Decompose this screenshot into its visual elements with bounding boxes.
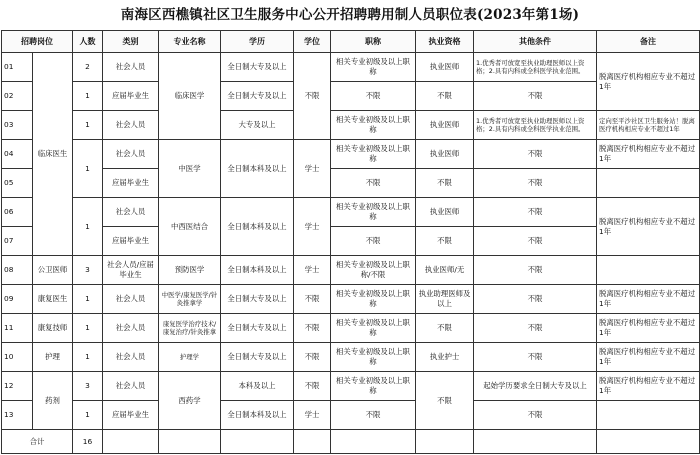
count-cell: 1: [73, 285, 103, 314]
row-number: 07: [2, 227, 33, 256]
title-cell: 不限: [331, 227, 416, 256]
row-number: 01: [2, 53, 33, 82]
qualification-cell: 执业医师/无: [416, 256, 474, 285]
major-cell: 西药学: [159, 372, 221, 430]
note-cell: 脱离医疗机构相应专业不超过1年: [597, 314, 700, 343]
total-label: 合计: [2, 430, 73, 454]
education-cell: 全日制大专及以上: [221, 285, 294, 314]
note-cell: [597, 401, 700, 430]
other-cell: 不限: [474, 140, 597, 169]
category-cell: 社会人员: [103, 314, 159, 343]
category-cell: 应届毕业生: [103, 82, 159, 111]
count-cell: 1: [73, 198, 103, 256]
row-number: 11: [2, 314, 33, 343]
table-row: [2, 82, 700, 111]
header-other: 其他条件: [474, 31, 597, 53]
title-cell: 相关专业初级及以上职称: [331, 372, 416, 401]
post-cell: 康复医生: [33, 285, 73, 314]
count-cell: 1: [73, 343, 103, 372]
note-cell: 脱离医疗机构相应专业不超过1年: [597, 140, 700, 169]
category-cell: 社会人员: [103, 372, 159, 401]
education-cell: 全日制本科及以上: [221, 401, 294, 430]
table-row: [2, 256, 700, 285]
education-cell: 全日制大专及以上: [221, 82, 294, 111]
degree-cell: 不限: [294, 372, 331, 401]
category-cell: 社会人员/应届毕业生: [103, 256, 159, 285]
row-number: 10: [2, 343, 33, 372]
title-cell: 相关专业初级及以上职称: [331, 343, 416, 372]
table-row: [2, 372, 700, 401]
other-cell: 不限: [474, 227, 597, 256]
qualification-cell: 执业护士: [416, 343, 474, 372]
category-cell: 社会人员: [103, 198, 159, 227]
other-cell: 不限: [474, 401, 597, 430]
count-cell: 3: [73, 256, 103, 285]
degree-cell: 学士: [294, 140, 331, 198]
degree-cell: 学士: [294, 198, 331, 256]
title-cell: 相关专业初级及以上职称: [331, 140, 416, 169]
qualification-cell: 执业医师: [416, 140, 474, 169]
other-cell: 起始学历要求全日制大专及以上: [474, 372, 597, 401]
page-title: 南海区西樵镇社区卫生服务中心公开招聘聘用制人员职位表(2023年第1场): [120, 7, 580, 23]
total-count: 16: [73, 430, 103, 454]
category-cell: 社会人员: [103, 111, 159, 140]
major-cell: 临床医学: [159, 53, 221, 140]
education-cell: 全日制本科及以上: [221, 198, 294, 256]
count-cell: 2: [73, 53, 103, 82]
post-cell: 药剂: [33, 372, 73, 430]
header-note: 备注: [597, 31, 700, 53]
degree-cell: 不限: [294, 343, 331, 372]
table-row: [2, 343, 700, 372]
header-post: 招聘岗位: [2, 31, 73, 53]
header-category: 类别: [103, 31, 159, 53]
note-cell: [597, 169, 700, 198]
row-number: 06: [2, 198, 33, 227]
other-cell: 不限: [474, 314, 597, 343]
row-number: 04: [2, 140, 33, 169]
qualification-cell: 不限: [416, 314, 474, 343]
degree-cell: 不限: [294, 314, 331, 343]
header-count: 人数: [73, 31, 103, 53]
major-cell: 中医学/康复医学/针灸推拿学: [159, 285, 221, 314]
category-cell: 应届毕业生: [103, 401, 159, 430]
table-row: [2, 314, 700, 343]
note-cell: 脱离医疗机构相应专业不超过1年: [597, 53, 700, 111]
table-row: [2, 198, 700, 227]
note-cell: 定向至平沙社区卫生服务站！脱离医疗机构相应专业不超过1年: [597, 111, 700, 140]
count-cell: 1: [73, 314, 103, 343]
row-number: 08: [2, 256, 33, 285]
category-cell: 应届毕业生: [103, 227, 159, 256]
qualification-cell: 不限: [416, 227, 474, 256]
note-cell: 脱离医疗机构相应专业不超过1年: [597, 343, 700, 372]
table-row: [2, 53, 700, 82]
education-cell: 全日制大专及以上: [221, 314, 294, 343]
row-number: 03: [2, 111, 33, 140]
qualification-cell: 执业助理医师及以上: [416, 285, 474, 314]
header-qualification: 执业资格: [416, 31, 474, 53]
major-cell: 中西医结合: [159, 198, 221, 256]
category-cell: 应届毕业生: [103, 169, 159, 198]
table-row: [2, 401, 700, 430]
education-cell: 大专及以上: [221, 111, 294, 140]
qualification-cell: 执业医师: [416, 111, 474, 140]
education-cell: 全日制本科及以上: [221, 256, 294, 285]
row-number: 13: [2, 401, 33, 430]
qualification-cell: 不限: [416, 169, 474, 198]
title-cell: 相关专业初级及以上职称: [331, 285, 416, 314]
count-cell: 1: [73, 82, 103, 111]
other-cell: 不限: [474, 82, 597, 111]
table-row: [2, 169, 700, 198]
note-cell: 脱离医疗机构相应专业不超过1年: [597, 372, 700, 401]
title-cell: 相关专业初级及以上职称: [331, 198, 416, 227]
major-cell: 中医学: [159, 140, 221, 198]
qualification-cell: 执业医师: [416, 198, 474, 227]
title-cell: 相关专业初级及以上职称: [331, 111, 416, 140]
other-cell: 不限: [474, 256, 597, 285]
note-cell: [597, 256, 700, 285]
header-title: 职称: [331, 31, 416, 53]
other-cell: 不限: [474, 285, 597, 314]
other-cell: 不限: [474, 169, 597, 198]
qualification-cell: 不限: [416, 82, 474, 111]
post-cell: 临床医生: [33, 53, 73, 256]
major-cell: 康复医学治疗技术/康复治疗/针灸推拿: [159, 314, 221, 343]
row-number: 05: [2, 169, 33, 198]
count-cell: 1: [73, 140, 103, 198]
qualification-cell: 不限: [416, 372, 474, 430]
row-number: 02: [2, 82, 33, 111]
count-cell: 3: [73, 372, 103, 401]
title-cell: 不限: [331, 82, 416, 111]
category-cell: 社会人员: [103, 285, 159, 314]
post-cell: 护理: [33, 343, 73, 372]
education-cell: 全日制大专及以上: [221, 343, 294, 372]
education-cell: 全日制大专及以上: [221, 53, 294, 82]
row-number: 09: [2, 285, 33, 314]
degree-cell: 学士: [294, 256, 331, 285]
other-cell: 不限: [474, 343, 597, 372]
count-cell: 1: [73, 401, 103, 430]
degree-cell: 学士: [294, 401, 331, 430]
other-cell: 1.优秀者可放宽至执业助理医师以上资格；2.具有内科或全科医学执业范围。: [474, 111, 597, 140]
row-number: 12: [2, 372, 33, 401]
category-cell: 社会人员: [103, 53, 159, 82]
post-cell: 公卫医师: [33, 256, 73, 285]
degree-cell: 不限: [294, 285, 331, 314]
table-header-row: [2, 31, 700, 53]
table-row: [2, 111, 700, 140]
header-major: 专业名称: [159, 31, 221, 53]
note-cell: 脱离医疗机构相应专业不超过1年: [597, 285, 700, 314]
education-cell: 本科及以上: [221, 372, 294, 401]
category-cell: 社会人员: [103, 140, 159, 169]
title-cell: 相关专业初级及以上职称: [331, 314, 416, 343]
total-row: [2, 430, 700, 454]
table-row: [2, 285, 700, 314]
note-cell: 脱离医疗机构相应专业不超过1年: [597, 198, 700, 256]
table-row: [2, 140, 700, 169]
major-cell: 预防医学: [159, 256, 221, 285]
other-cell: 不限: [474, 198, 597, 227]
education-cell: 全日制本科及以上: [221, 140, 294, 198]
post-cell: 康复技师: [33, 314, 73, 343]
positions-table: [1, 30, 700, 454]
title-cell: 相关专业初级及以上职称: [331, 53, 416, 82]
header-degree: 学位: [294, 31, 331, 53]
other-cell: 1.优秀者可放宽至执业助理医师以上资格；2.具有内科或全科医学执业范围。: [474, 53, 597, 82]
category-cell: 社会人员: [103, 343, 159, 372]
qualification-cell: 执业医师: [416, 53, 474, 82]
table-row: [2, 227, 700, 256]
major-cell: 护理学: [159, 343, 221, 372]
degree-cell: 不限: [294, 53, 331, 140]
title-cell: 不限: [331, 169, 416, 198]
count-cell: 1: [73, 111, 103, 140]
header-education: 学历: [221, 31, 294, 53]
title-cell: 不限: [331, 401, 416, 430]
title-cell: 相关专业初级及以上职称/不限: [331, 256, 416, 285]
